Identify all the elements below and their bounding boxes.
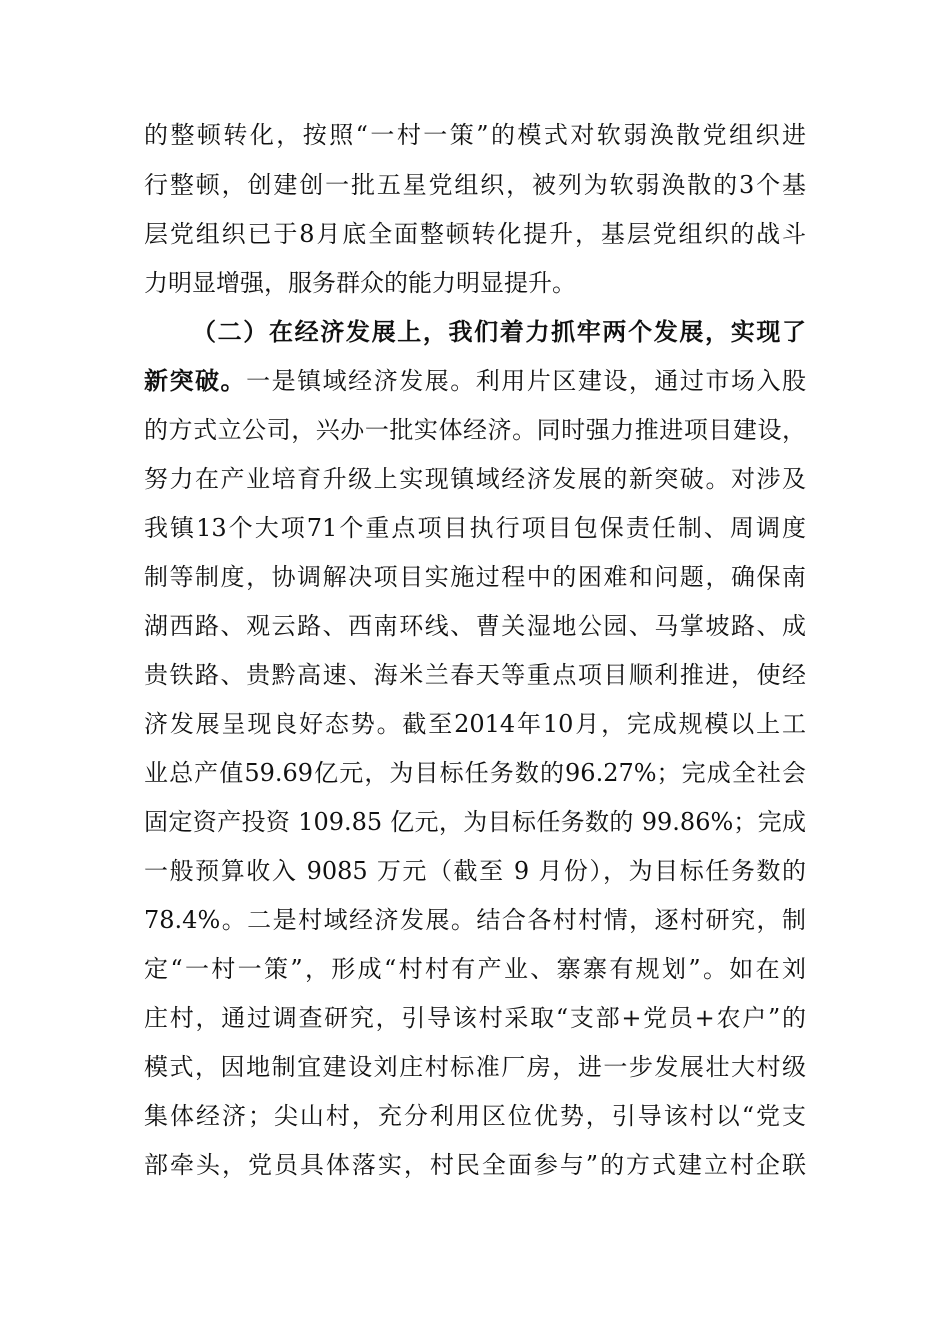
section-heading: （二）在经济发展上，我们着力抓牢两个发展，实现了 [192,318,806,346]
text-line-8: 努力在产业培育升级上实现镇域经济发展的新突破。对涉及 [144,465,806,493]
text-line-13: 济发展呈现良好态势。截至2014年10月，完成规模以上工 [144,710,806,738]
text-line-6 [144,361,806,401]
text-line-3: 层党组织已于8月底全面整顿转化提升，基层党组织的战斗 [144,220,806,248]
text-line-19: 庄村，通过调查研究，引导该村采取“支部+党员+农户”的 [144,1004,806,1032]
text-line-18: 定“一村一策”，形成“村村有产业、寨寨有规划”。如在刘 [144,955,806,983]
text-line-4: 力明显增强，服务群众的能力明显提升。 [144,269,576,297]
text-line-20: 模式，因地制宜建设刘庄村标准厂房，进一步发展壮大村级 [144,1053,806,1081]
text-line-2: 行整顿，创建创一批五星党组织，被列为软弱涣散的3个基 [144,171,806,199]
text-line-1: 的整顿转化，按照“一村一策”的模式对软弱涣散党组织进 [144,121,806,149]
text-line-22: 部牵头，党员具体落实，村民全面参与”的方式建立村企联 [144,1151,806,1179]
text-line-17: 78.4%。二是村域经济发展。结合各村村情，逐村研究，制 [144,906,806,934]
text-line-10: 制等制度，协调解决项目实施过程中的困难和问题，确保南 [144,563,806,591]
text-line-12: 贵铁路、贵黔高速、海米兰春天等重点项目顺利推进，使经 [144,661,806,689]
text-line-21: 集体经济；尖山村，充分利用区位优势，引导该村以“党支 [144,1102,806,1130]
text-line-14: 业总产值59.69亿元，为目标任务数的96.27%；完成全社会 [144,759,806,787]
section-heading-end: 新突破。 [144,367,247,395]
text-line-16: 一般预算收入 9085 万元（截至 9 月份），为目标任务数的 [144,857,806,885]
text-line-6-rest: 一是镇域经济发展。利用片区建设，通过市场入股 [246,367,806,395]
text-line-15: 固定资产投资 109.85 亿元，为目标任务数的 99.86%；完成 [144,808,806,836]
text-line-9: 我镇13个大项71个重点项目执行项目包保责任制、周调度 [144,514,806,542]
text-line-11: 湖西路、观云路、西南环线、曹关湿地公园、马掌坡路、成 [144,612,806,640]
text-line-7: 的方式立公司，兴办一批实体经济。同时强力推进项目建设， [144,416,806,444]
